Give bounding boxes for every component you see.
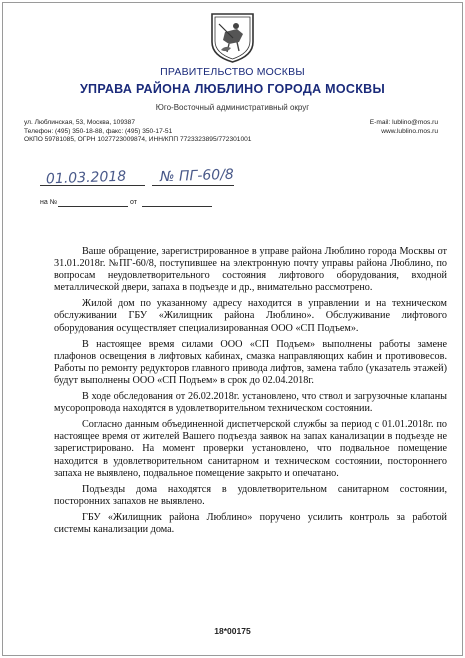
reply-number-underline: [142, 206, 212, 207]
okrug-subtitle: Юго-Восточный административный округ: [155, 103, 310, 112]
email-link[interactable]: E-mail: lublino@mos.ru: [369, 119, 438, 126]
government-title: ПРАВИТЕЛЬСТВО МОСКВЫ: [160, 66, 305, 78]
reply-label: на №: [40, 199, 58, 206]
codes-line: ОКПО 59781085, ОГРН 1027723009874, ИНН/КПП 7723323895/772301001: [24, 136, 252, 143]
website-link[interactable]: www.lublino.mos.ru: [381, 127, 438, 135]
paragraph-7: ГБУ «Жилищник района Люблино» поручено усилить контроль за работой системы канализации дома.: [54, 511, 447, 535]
address-line: ул. Люблинская, 53, Москва, 109387: [24, 119, 135, 126]
letter-body: [54, 246, 447, 540]
paragraph-2: Жилой дом по указанному адресу находится в управлении и на техническом обслуживании ГБУ «Жилищник района Люблино». Обслуживание лифтового оборудования осуществляет специализированная ООО «СП Подъем».: [54, 298, 447, 334]
document-code: 18*00175: [214, 626, 251, 636]
paragraph-5: Согласно данным объединенной диспетчерской службы за период с 01.01.2018г. по настоящее время от жителей Вашего подъезда заявок на запах канализации в подъезде не зарегистрировано. На момент проверки установлено, что подвальное помещение находится в удовлетворительном санитарном и техническом состоянии, постороннего запаха не выявлено, подвальное помещение закрыто и опечатано.: [54, 419, 447, 479]
contacts-left: [24, 119, 251, 145]
number-underline: [152, 185, 234, 186]
paragraph-4: В ходе обследования от 26.02.2018г. установлено, что ствол и загрузочные клапаны мусоропровода находятся в удовлетворительном техническом состоянии.: [54, 391, 447, 415]
phone-line: Телефон: (495) 350-18-88, факс: (495) 350-17-51: [24, 127, 173, 135]
moscow-coat-of-arms-icon: [209, 12, 256, 64]
paragraph-6: Подъезды дома находятся в удовлетворительном санитарном состоянии, посторонних запахов не выявлено.: [54, 483, 447, 507]
paragraph-3: В настоящее время силами ООО «СП Подъем» выполнены работы замене плафонов освещения в лифтовых кабинах, смазка направляющих кабин и противовесов. Работы по ремонту редукторов главного привода лифтов, замена табло (указатель этажей) будут выполнены ООО «СП Подъем» в срок до 02.04.2018г.: [54, 338, 447, 386]
agency-title: УПРАВА РАЙОНА ЛЮБЛИНО ГОРОДА МОСКВЫ: [79, 82, 386, 96]
registration-number: № ПГ-60/8: [159, 166, 235, 186]
contacts-right: [370, 119, 438, 136]
reply-separator: от: [130, 199, 137, 206]
paragraph-1: Ваше обращение, зарегистрированное в управе района Люблино города Москвы от 31.01.2018г. №ПГ-60/8, поступившее на электронную почту управы района Люблино, по вопросам неудовлетворительного состояния лифтового оборудования, входной металлической двери, запаха в подъезде и др., внимательно рассмотрено.: [54, 246, 447, 294]
reply-date-underline: [58, 206, 128, 207]
registration-date: 01.03.2018: [45, 168, 127, 188]
date-underline: [40, 185, 145, 186]
